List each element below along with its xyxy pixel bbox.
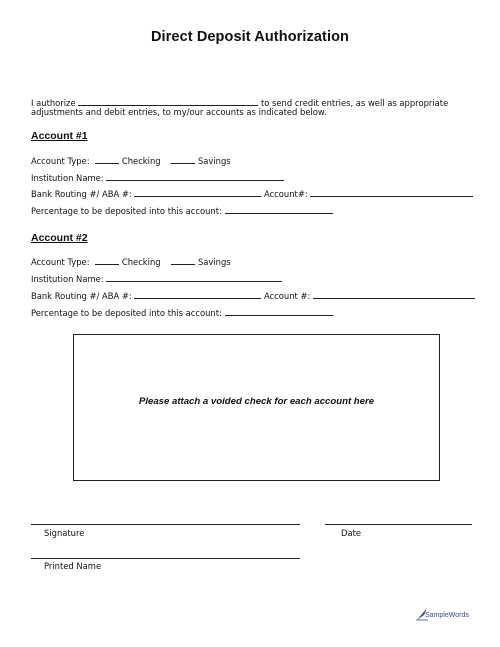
voided-check-area[interactable]	[73, 334, 440, 481]
account1-institution-label: Institution Name:	[31, 173, 104, 183]
voided-check-instruction: Please attach a voided check for each account here	[138, 396, 375, 407]
intro-line-2: adjustments and debit entries, to my/our accounts as indicated below.	[31, 107, 327, 117]
account1-institution-field[interactable]	[106, 171, 284, 181]
account2-heading: Account #2	[31, 232, 88, 244]
account2-savings-label: Savings	[197, 257, 231, 267]
account2-account-row	[264, 289, 475, 302]
account2-routing-row	[31, 289, 261, 302]
account1-routing-row	[31, 187, 261, 200]
account2-type-row	[31, 255, 231, 268]
account2-savings-field[interactable]	[171, 255, 195, 265]
authorize-prefix: I authorize	[31, 98, 76, 108]
account2-account-label: Account #:	[264, 291, 311, 301]
date-label: Date	[341, 528, 362, 538]
account1-account-label: Account#:	[264, 189, 308, 199]
account2-percentage-field[interactable]	[225, 306, 333, 316]
account1-percentage-row	[31, 204, 333, 217]
account1-checking-field[interactable]	[95, 154, 119, 164]
samplewords-logo	[415, 607, 475, 623]
account2-institution-label: Institution Name:	[31, 274, 104, 284]
account1-account-field[interactable]	[310, 187, 473, 197]
signature-label: Signature	[44, 528, 85, 538]
account2-checking-label: Checking	[121, 257, 161, 267]
account2-account-field[interactable]	[313, 289, 475, 299]
account2-checking-field[interactable]	[95, 255, 119, 265]
logo-text: SampleWords	[425, 612, 469, 619]
account1-heading: Account #1	[31, 130, 88, 142]
account2-institution-row	[31, 272, 282, 285]
account1-type-row	[31, 154, 231, 167]
account1-account-row	[264, 187, 473, 200]
signature-line[interactable]	[31, 524, 300, 525]
account1-institution-row	[31, 171, 284, 184]
account1-type-label: Account Type:	[31, 156, 90, 166]
account1-savings-field[interactable]	[171, 154, 195, 164]
account2-routing-field[interactable]	[134, 289, 261, 299]
account2-routing-label: Bank Routing #/ ABA #:	[31, 291, 132, 301]
account2-type-label: Account Type:	[31, 257, 90, 267]
account1-percentage-field[interactable]	[225, 204, 333, 214]
date-line[interactable]	[325, 524, 472, 525]
account1-routing-field[interactable]	[134, 187, 261, 197]
account1-savings-label: Savings	[197, 156, 231, 166]
page-title: Direct Deposit Authorization	[150, 29, 350, 45]
printed-name-label: Printed Name	[44, 561, 102, 571]
authorized-company-field[interactable]	[78, 96, 258, 106]
account2-percentage-row	[31, 306, 333, 319]
account2-percentage-label: Percentage to be deposited into this account:	[31, 308, 222, 318]
account1-checking-label: Checking	[121, 156, 161, 166]
intro-line-1-suffix: to send credit entries, as well as appropriate	[260, 98, 449, 108]
account1-routing-label: Bank Routing #/ ABA #:	[31, 189, 132, 199]
account2-institution-field[interactable]	[106, 272, 282, 282]
account1-percentage-label: Percentage to be deposited into this account:	[31, 206, 222, 216]
printed-name-line[interactable]	[31, 558, 300, 559]
